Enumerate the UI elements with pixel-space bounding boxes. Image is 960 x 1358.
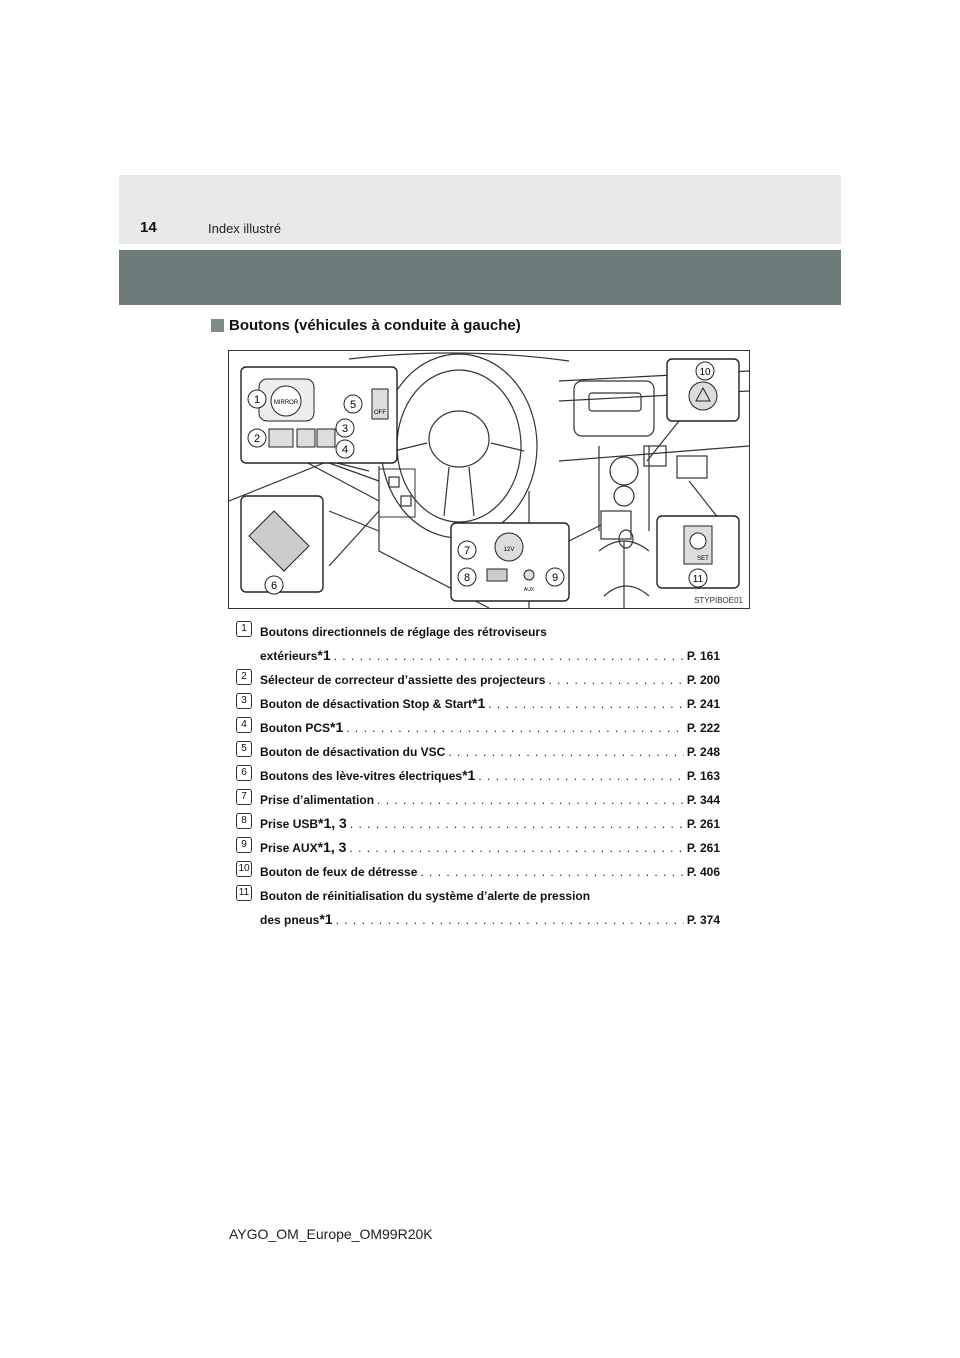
off-label: OFF — [374, 410, 386, 416]
entry-page: P. 222 — [686, 721, 720, 735]
callout-5: 5 — [349, 399, 357, 411]
entry-text: Bouton PCS — [260, 721, 330, 735]
page-number: 14 — [140, 219, 157, 236]
entry-page: P. 163 — [686, 769, 720, 783]
entry-text: Bouton de feux de détresse — [260, 865, 418, 879]
entry-6: 6 Boutons des lève-vitres électriques *1 . . . P. 163 — [236, 764, 720, 788]
dashboard-drawing — [229, 351, 749, 608]
entry-page: P. 261 — [686, 817, 720, 831]
entry-number: 6 — [236, 765, 252, 781]
entry-page: P. 261 — [686, 841, 720, 855]
entry-text: des pneus — [260, 913, 320, 927]
button-index-list — [236, 620, 720, 932]
entry-page: P. 161 — [686, 649, 720, 663]
callout-8: 8 — [463, 572, 471, 584]
entry-text: Prise AUX — [260, 841, 318, 855]
entry-2 — [236, 668, 720, 692]
entry-text-line1: Boutons directionnels de réglage des rétroviseurs — [260, 625, 547, 639]
entry-page: P. 248 — [686, 745, 720, 759]
mirror-label: MIRROR — [273, 400, 299, 406]
entry-number: 10 — [236, 861, 252, 877]
entry-text-line1: Bouton de réinitialisation du système d’alerte de pression — [260, 889, 591, 903]
callout-10: 10 — [699, 367, 711, 378]
callout-2: 2 — [253, 433, 261, 445]
entry-10 — [236, 860, 720, 884]
entry-3: 3 Bouton de désactivation Stop & Start *1 . . . P. 241 — [236, 692, 720, 716]
callout-9: 9 — [551, 572, 559, 584]
callout-6: 6 — [270, 580, 278, 592]
callout-3: 3 — [341, 423, 349, 435]
section-title: Boutons (véhicules à conduite à gauche) — [229, 317, 521, 334]
twelve-volt-label: 12V — [503, 547, 515, 553]
entry-text: Bouton de désactivation Stop & Start — [260, 697, 473, 711]
entry-page: P. 406 — [686, 865, 720, 879]
entry-text: extérieurs — [260, 649, 318, 663]
entry-number: 4 — [236, 717, 252, 733]
callout-7: 7 — [463, 545, 471, 557]
header-band — [119, 250, 841, 305]
entry-9: 9 Prise AUX *1, 3 . . . P. 261 — [236, 836, 720, 860]
entry-number: 8 — [236, 813, 252, 829]
callout-4: 4 — [341, 444, 349, 456]
entry-text: Prise d’alimentation — [260, 793, 375, 807]
entry-text: Boutons des lève-vitres électriques — [260, 769, 463, 783]
entry-number: 2 — [236, 669, 252, 685]
entry-number: 7 — [236, 789, 252, 805]
callout-1: 1 — [253, 394, 261, 406]
entry-page: P. 374 — [686, 913, 720, 927]
entry-8: 8 Prise USB *1, 3 . . . P. 261 — [236, 812, 720, 836]
entry-text: Prise USB — [260, 817, 319, 831]
entry-number: 11 — [236, 885, 252, 901]
entry-number: 1 — [236, 621, 252, 637]
entry-7 — [236, 788, 720, 812]
entry-number: 9 — [236, 837, 252, 853]
callout-11: 11 — [692, 574, 704, 585]
aux-label: AUX — [523, 587, 535, 593]
section-marker-icon — [211, 319, 224, 332]
entry-4: 4 Bouton PCS *1 . . . P. 222 — [236, 716, 720, 740]
entry-page: P. 344 — [686, 793, 720, 807]
entry-1: 1 Boutons directionnels de réglage des rétroviseurs extérieurs *1 . . . P. 161 — [236, 620, 720, 668]
entry-page: P. 241 — [686, 697, 720, 711]
entry-text: Sélecteur de correcteur d’assiette des projecteurs — [260, 673, 546, 687]
entry-text: Bouton de désactivation du VSC — [260, 745, 446, 759]
dashboard-illustration — [228, 350, 750, 609]
entry-11: 11 Bouton de réinitialisation du système d’alerte de pression des pneus *1 . . . P. 374 — [236, 884, 720, 932]
footer-doc-id: AYGO_OM_Europe_OM99R20K — [229, 1226, 433, 1242]
entry-number: 3 — [236, 693, 252, 709]
set-label: SET — [697, 556, 709, 562]
illustration-code: STYPIBOE01 — [694, 596, 743, 605]
entry-page: P. 200 — [686, 673, 720, 687]
entry-number: 5 — [236, 741, 252, 757]
entry-5 — [236, 740, 720, 764]
header-title: Index illustré — [208, 221, 281, 236]
